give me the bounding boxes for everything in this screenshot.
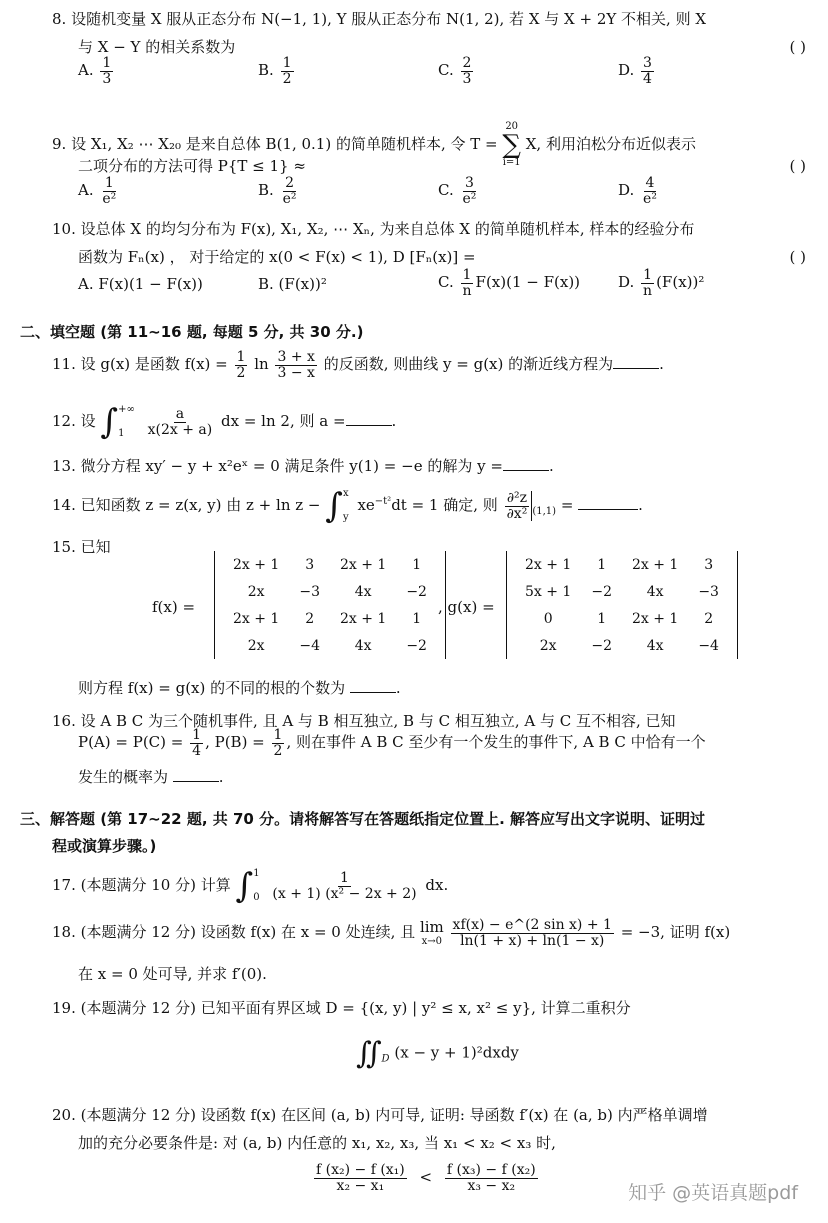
q11-answer-blank[interactable] (613, 356, 659, 369)
q10-option-c: C. $\frac{1}{n}$ F(x)(1 − F(x)) (438, 267, 581, 299)
q9-options (78, 176, 798, 206)
question-14: 14. 已知函数 z = z(x, y) 由 z + ln z − ∫ x y $xe^{-t^2}dt = 1$ 确定, 则 $\frac{\text{∂²z}}{\text{∂x²}}$ $_{(1,1)}$ = . (52, 486, 643, 526)
q15-g-label: , g(x) = (438, 598, 495, 616)
q19-double-integral: $∬_D$ (x − y + 1)²dxdy (356, 1036, 519, 1071)
q15-answer-blank[interactable] (350, 680, 396, 693)
section-3-heading-cont: 程或演算步骤。) (52, 837, 157, 855)
q10-option-a: A. F(x)(1 − F(x)) (78, 275, 203, 293)
section-2-heading: 二、填空题 (第 11∼16 题, 每题 5 分, 共 30 分.) (20, 323, 364, 341)
watermark: 知乎 @英语真题pdf (628, 1182, 798, 1204)
integral-sign: ∫ (100, 402, 119, 442)
q16-line3: 发生的概率为 . (78, 768, 224, 786)
question-11: 11. 设 g(x) 是函数 f(x) = $\frac{1}{2}$ ln $\frac{3 + x}{3 - x}$ 的反函数, 则曲线 y = g(x) 的渐近线方程为 . (52, 349, 664, 381)
question-18: 18. (本题满分 12 分) 设函数 f(x) 在 x = 0 处连续, 且 lim x→0 $\frac{\text{xf(x) − e\textasciicircum{}(2 sin x) + 1}}{\ln(1 + x) + \ln(1 - x)}$ = −3, 证明 f(x) (52, 917, 731, 949)
section-3-heading: 三、解答题 (第 17∼22 题, 共 70 分。请将解答写在答题纸指定位置上. 解答应写出文字说明、证明过 (20, 810, 706, 828)
q8-option-a: A. $\frac{1}{3}$ (78, 55, 112, 87)
q8-line1: 8. 设随机变量 X 服从正态分布 N(−1, 1), Y 服从正态分布 N(1, 2), 若 X 与 X + 2Y 不相关, 则 X (52, 10, 707, 28)
q9-line1: 9. 设 X₁, X₂ ⋯ X₂₀ 是来自总体 B(1, 0.1) 的简单随机样本, 令 T = 20 ∑ i=1 X, 利用泊松分布近似表示 (52, 121, 696, 168)
q8-line2: 与 X − Y 的相关系数为 (78, 38, 236, 56)
limit: lim x→0 (419, 918, 444, 947)
q10-options (78, 268, 798, 298)
q15-f-label: f(x) = (152, 598, 196, 616)
q13-answer-blank[interactable] (503, 458, 549, 471)
q8-option-d: D. $\frac{3}{4}$ (618, 55, 652, 87)
q16-line2: P(A) = P(C) = $\frac{1}{4}$ , P(B) = $\frac{1}{2}$ , 则在事件 A B C 至少有一个发生的事件下, A B C 中恰有一个 (78, 727, 706, 759)
q15-after: 则方程 f(x) = g(x) 的不同的根的个数为 . (78, 679, 401, 697)
q20-line2: 加的充分必要条件是: 对 (a, b) 内任意的 x₁, x₂, x₃, 当 x₁ < x₂ < x₃ 时, (78, 1134, 556, 1152)
integral-sign: ∫ (325, 486, 343, 526)
q20-inequality: $\frac{\text{f (x₂) − f (x₁)}}{\text{x₂ − x₁}}$ < $\frac{\text{f (x₃) − f (x₂)}}{\text{x₃ − x₂}}$ (316, 1162, 536, 1194)
q9-option-b: B. $\frac{2}{\text{e²}}$ (258, 175, 297, 207)
q8-options (78, 56, 798, 86)
q16-line1: 16. 设 A B C 为三个随机事件, 且 A 与 B 相互独立, B 与 C 相互独立, A 与 C 互不相容, 已知 (52, 712, 676, 730)
q14-answer-blank[interactable] (578, 497, 638, 510)
q20-line1: 20. (本题满分 12 分) 设函数 f(x) 在区间 (a, b) 内可导, 证明: 导函数 f′(x) 在 (a, b) 内严格单调增 (52, 1106, 708, 1124)
question-12: 12. 设 ∫ +∞ 1 $\frac{a}{x(2x + a)}$ dx = ln 2, 则 a = . (52, 402, 397, 442)
integral-sign: ∫ (235, 866, 254, 906)
q15-intro: 15. 已知 (52, 538, 111, 556)
q9-line2: 二项分布的方法可得 P{T ≤ 1} ≈ (78, 157, 306, 175)
question-17: 17. (本题满分 10 分) 计算 ∫ 1 0 $\frac{1}{\text{(x + 1) (x² − 2x + 2)}}$ dx. (52, 866, 449, 906)
summation: 20 ∑ i=1 (502, 121, 521, 168)
q10-line1: 10. 设总体 X 的均匀分布为 F(x), X₁, X₂, ⋯ Xₙ, 为来自总体 X 的简单随机样本, 样本的经验分布 (52, 220, 695, 238)
q9-option-a: A. $\frac{1}{\text{e²}}$ (78, 175, 117, 207)
q10-option-d: D. $\frac{1}{n}$ (F(x))² (618, 267, 705, 299)
q9-option-d: D. $\frac{4}{\text{e²}}$ (618, 175, 657, 207)
q10-option-b: B. (F(x))² (258, 275, 327, 293)
q9-answer-paren: ( ) (789, 157, 806, 175)
q9-option-c: C. $\frac{3}{\text{e²}}$ (438, 175, 477, 207)
question-13: 13. 微分方程 xy′ − y + x²eˣ = 0 满足条件 y(1) = −e 的解为 y = . (52, 457, 554, 475)
f-determinant: 2x + 1 3 2x + 1 1 2x −3 4x −2 2x + 1 2 2x + 1 1 2x −4 4x −2 (214, 551, 446, 659)
q8-option-b: B. $\frac{1}{2}$ (258, 55, 292, 87)
q18-line2: 在 x = 0 处可导, 并求 f′(0). (78, 965, 267, 983)
q8-option-c: C. $\frac{2}{3}$ (438, 55, 472, 87)
q19-line1: 19. (本题满分 12 分) 已知平面有界区域 D = {(x, y) | y² ≤ x, x² ≤ y}, 计算二重积分 (52, 999, 631, 1017)
q10-line2: 函数为 Fₙ(x) ， 对于给定的 x(0 < F(x) < 1), D [Fₙ(x)] = (78, 248, 476, 266)
g-determinant: 2x + 1 1 2x + 1 3 5x + 1 −2 4x −3 0 1 2x + 1 2 2x −2 4x −4 (506, 551, 738, 659)
q10-answer-paren: ( ) (789, 248, 806, 266)
double-integral-sign: ∬ (356, 1036, 382, 1071)
q16-answer-blank[interactable] (173, 769, 219, 782)
q8-answer-paren: ( ) (789, 38, 806, 56)
q12-answer-blank[interactable] (346, 413, 392, 426)
